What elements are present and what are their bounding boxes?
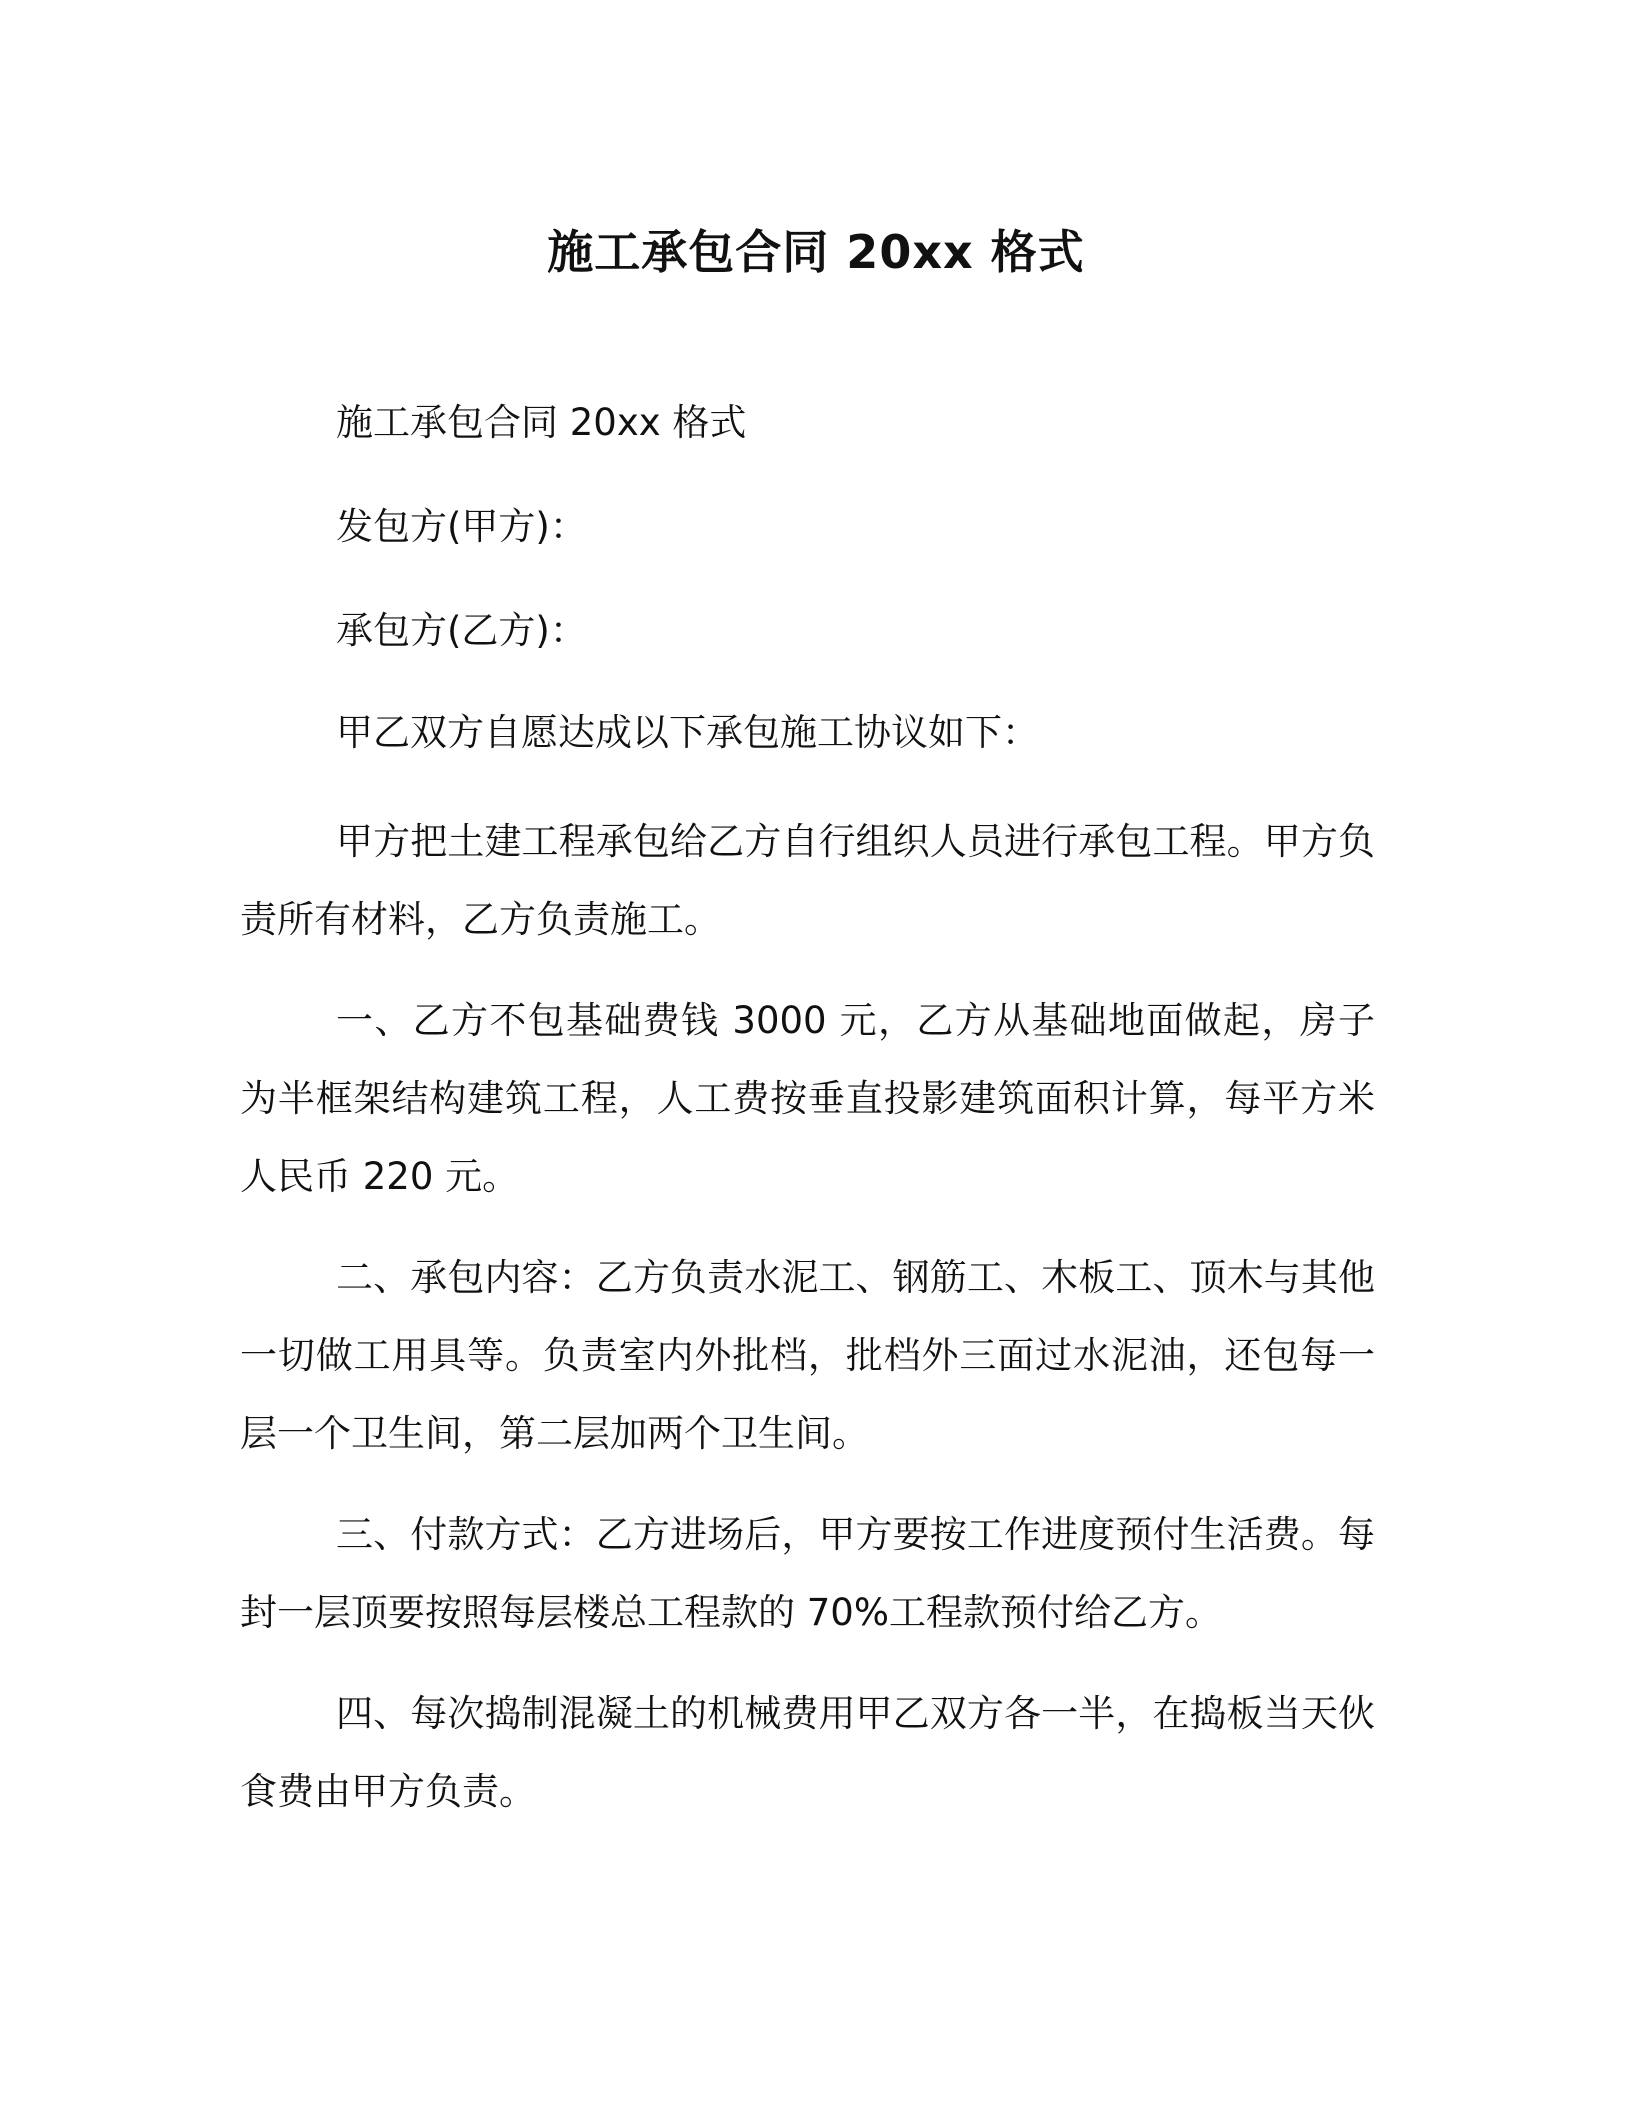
paragraph-scope: 甲方把土建工程承包给乙方自行组织人员进行承包工程。甲方负责所有材料，乙方负责施工。: [240, 820, 1375, 941]
paragraph-clause-3: 三、付款方式：乙方进场后，甲方要按工作进度预付生活费。每封一层顶要按照每层楼总工程款的 70%工程款预付给乙方。: [240, 1513, 1375, 1634]
paragraph-agreement-intro: 甲乙双方自愿达成以下承包施工协议如下：: [336, 711, 1039, 754]
paragraph-clause-1: 一、乙方不包基础费钱 3000 元，乙方从基础地面做起，房子为半框架结构建筑工程，人工费按垂直投影建筑面积计算，每平方米人民币 220 元。: [240, 999, 1375, 1198]
paragraph-party-a: 发包方(甲方)：: [336, 505, 587, 548]
paragraph-clause-4: 四、每次捣制混凝土的机械费用甲乙双方各一半，在捣板当天伙食费由甲方负责。: [240, 1692, 1375, 1813]
paragraph-clause-2: 二、承包内容：乙方负责水泥工、钢筋工、木板工、顶木与其他一切做工用具等。负责室内外批档，批档外三面过水泥油，还包每一层一个卫生间，第二层加两个卫生间。: [240, 1256, 1375, 1455]
paragraph-subtitle: 施工承包合同 20xx 格式: [336, 401, 747, 444]
document-title: 施工承包合同 20xx 格式: [547, 225, 1085, 279]
paragraph-party-b: 承包方(乙方)：: [336, 609, 587, 652]
